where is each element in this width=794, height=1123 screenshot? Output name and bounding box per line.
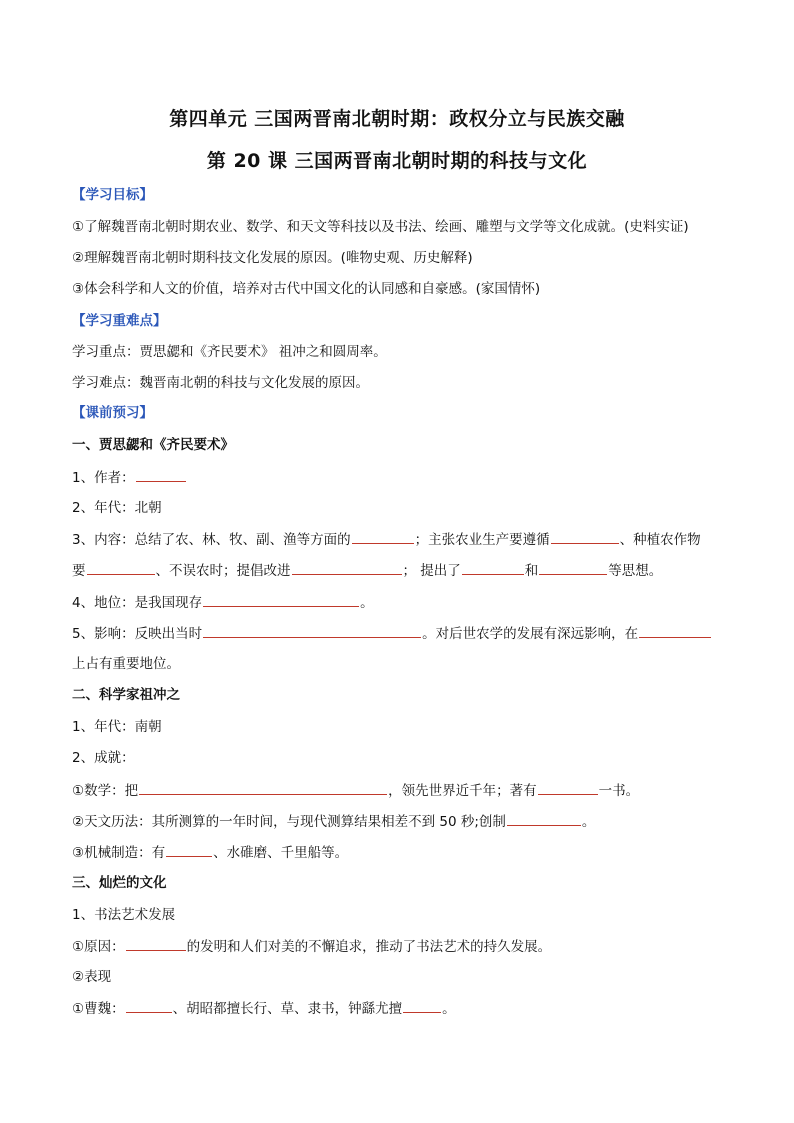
answer-blank[interactable] [203, 593, 359, 607]
objective-item-2: ②理解魏晋南北朝时期科技文化发展的原因。(唯物史观、历史解释) [72, 250, 473, 266]
text-segment: 等思想。 [608, 563, 663, 579]
text-segment: 一书。 [598, 783, 640, 799]
answer-blank[interactable] [462, 561, 524, 575]
answer-blank[interactable] [139, 781, 387, 795]
text-segment: ，领先世界近千年；著有 [388, 783, 537, 799]
text-segment: 、胡昭都擅长行、草、隶书，钟繇尤擅 [172, 1001, 403, 1017]
answer-blank[interactable] [403, 999, 441, 1013]
s1-influence-cont: 上占有重要地位。 [72, 656, 180, 672]
s1-status-line [72, 593, 374, 612]
objective-item-1: ①了解魏晋南北朝时期农业、数学、和天文等科技以及书法、绘画、雕塑与文学等文化成就。(史料实证) [72, 219, 689, 235]
text-segment: ；主张农业生产要遵循 [414, 532, 550, 548]
text-segment: 、水碓磨、千里船等。 [213, 845, 349, 861]
answer-blank[interactable] [352, 530, 414, 544]
text-segment: 的发明和人们对美的不懈追求，推动了书法艺术的持久发展。 [186, 939, 552, 955]
text-segment: 和 [524, 563, 539, 579]
answer-blank[interactable] [292, 561, 402, 575]
text-segment: 。 [581, 814, 596, 830]
s1-era: 2、年代：北朝 [72, 500, 162, 516]
text-segment: 、种植农作物 [619, 532, 701, 548]
s1-content-line-1 [72, 530, 701, 549]
answer-blank[interactable] [126, 999, 172, 1013]
answer-blank[interactable] [507, 812, 581, 826]
text-segment: 3、内容：总结了农、林、牧、副、渔等方面的 [72, 532, 351, 548]
objective-item-3: ③体会科学和人文的价值，培养对古代中国文化的认同感和自豪感。(家国情怀) [72, 281, 541, 297]
s3-reason-line [72, 937, 551, 956]
s2-achievements: 2、成就： [72, 750, 135, 766]
answer-blank[interactable] [126, 937, 186, 951]
s1-content-line-2 [72, 561, 662, 580]
s3-calligraphy: 1、书法艺术发展 [72, 907, 176, 923]
answer-blank[interactable] [539, 561, 607, 575]
s2-math-line [72, 781, 639, 800]
text-segment: ①数学：把 [72, 783, 139, 799]
preview-header: 【课前预习】 [72, 405, 153, 421]
lesson-title: 第 20 课 三国两晋南北朝时期的科技与文化 [206, 150, 588, 172]
objectives-header: 【学习目标】 [72, 187, 153, 203]
s1-author-label: 1、作者： [72, 470, 135, 486]
key-difficulty: 学习难点：魏晋南北朝的科技与文化发展的原因。 [72, 375, 369, 391]
section-2-title: 二、科学家祖冲之 [72, 687, 180, 703]
text-segment: 。 [360, 595, 374, 611]
text-segment: 。对后世农学的发展有深远影响，在 [422, 626, 639, 642]
answer-blank[interactable] [136, 468, 186, 482]
answer-blank[interactable] [551, 530, 619, 544]
text-segment: ①曹魏： [72, 1001, 125, 1017]
answer-blank[interactable] [166, 843, 212, 857]
answer-blank[interactable] [639, 624, 711, 638]
s1-author-line [72, 468, 187, 487]
s2-astro-line [72, 812, 595, 831]
text-segment: 5、影响：反映出当时 [72, 626, 203, 642]
answer-blank[interactable] [87, 561, 155, 575]
text-segment: ③机械制造：有 [72, 845, 166, 861]
text-segment: ①原因： [72, 939, 125, 955]
unit-title: 第四单元 三国两晋南北朝时期：政权分立与民族交融 [169, 108, 625, 130]
text-segment: ； 提出了 [402, 563, 461, 579]
text-segment: 要 [72, 563, 86, 579]
s3-caowei-line [72, 999, 456, 1018]
s3-manifest: ②表现 [72, 969, 112, 985]
key-focus: 学习重点：贾思勰和《齐民要术》 祖冲之和圆周率。 [72, 344, 387, 360]
key-points-header: 【学习重难点】 [72, 313, 167, 329]
answer-blank[interactable] [538, 781, 598, 795]
section-3-title: 三、灿烂的文化 [72, 875, 167, 891]
text-segment: 、不误农时；提倡改进 [155, 563, 291, 579]
text-segment: 。 [442, 1001, 456, 1017]
answer-blank[interactable] [203, 624, 421, 638]
text-segment: ②天文历法：其所测算的一年时间，与现代测算结果相差不到 50 秒;创制 [72, 814, 506, 830]
text-segment: 4、地位：是我国现存 [72, 595, 203, 611]
section-1-title: 一、贾思勰和《齐民要术》 [72, 437, 234, 453]
s2-era: 1、年代：南朝 [72, 719, 162, 735]
s1-influence-line [72, 624, 712, 643]
s2-mech-line [72, 843, 348, 862]
